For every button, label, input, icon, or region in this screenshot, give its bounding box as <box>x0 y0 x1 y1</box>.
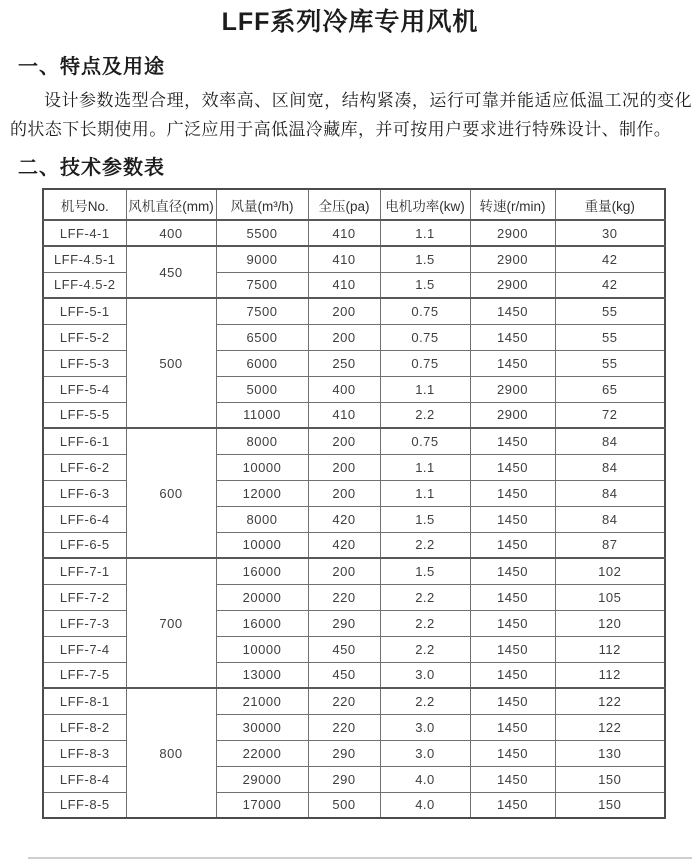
cell-speed: 1450 <box>470 766 555 792</box>
cell-airflow: 12000 <box>216 480 308 506</box>
cell-airflow: 8000 <box>216 506 308 532</box>
cell-model: LFF-8-2 <box>43 714 126 740</box>
cell-model: LFF-4-1 <box>43 220 126 246</box>
column-header-5: 转速(r/min) <box>470 189 555 220</box>
cell-weight: 55 <box>555 324 665 350</box>
cell-model: LFF-6-4 <box>43 506 126 532</box>
catalog-page <box>0 6 700 860</box>
cell-weight: 112 <box>555 636 665 662</box>
specs-table-header <box>43 189 665 220</box>
cell-model: LFF-5-4 <box>43 376 126 402</box>
cell-pressure: 400 <box>308 376 380 402</box>
cell-power: 0.75 <box>380 350 470 376</box>
cell-speed: 1450 <box>470 662 555 688</box>
specs-table <box>42 188 666 819</box>
cell-weight: 130 <box>555 740 665 766</box>
cell-pressure: 410 <box>308 272 380 298</box>
cell-weight: 84 <box>555 428 665 454</box>
cell-power: 2.2 <box>380 688 470 714</box>
cell-pressure: 200 <box>308 324 380 350</box>
cell-airflow: 8000 <box>216 428 308 454</box>
cell-power: 1.1 <box>380 480 470 506</box>
cell-power: 1.5 <box>380 246 470 272</box>
cell-airflow: 5000 <box>216 376 308 402</box>
cell-speed: 2900 <box>470 220 555 246</box>
cell-airflow: 10000 <box>216 636 308 662</box>
cell-airflow: 10000 <box>216 454 308 480</box>
cell-model: LFF-8-3 <box>43 740 126 766</box>
cell-pressure: 220 <box>308 714 380 740</box>
cell-model: LFF-7-3 <box>43 610 126 636</box>
cell-airflow: 30000 <box>216 714 308 740</box>
features-paragraph: 设计参数选型合理，效率高、区间宽，结构紧凑，运行可靠并能适应低温工况的变化的状态下长期使用。广泛应用于高低温冷藏库，并可按用户要求进行特殊设计、制作。 <box>10 91 692 139</box>
cell-weight: 122 <box>555 714 665 740</box>
cell-weight: 42 <box>555 246 665 272</box>
cell-weight: 30 <box>555 220 665 246</box>
column-header-0: 机号No. <box>43 189 126 220</box>
cell-weight: 65 <box>555 376 665 402</box>
cell-pressure: 200 <box>308 454 380 480</box>
cell-speed: 2900 <box>470 376 555 402</box>
cell-power: 1.5 <box>380 558 470 584</box>
cell-model: LFF-4.5-2 <box>43 272 126 298</box>
table-row <box>43 688 665 714</box>
cell-model: LFF-6-5 <box>43 532 126 558</box>
cell-airflow: 16000 <box>216 610 308 636</box>
cell-speed: 1450 <box>470 792 555 818</box>
cell-speed: 1450 <box>470 584 555 610</box>
cell-weight: 72 <box>555 402 665 428</box>
cell-pressure: 200 <box>308 428 380 454</box>
cell-model: LFF-5-2 <box>43 324 126 350</box>
cell-speed: 1450 <box>470 688 555 714</box>
cell-power: 0.75 <box>380 324 470 350</box>
table-row <box>43 246 665 272</box>
cell-power: 2.2 <box>380 532 470 558</box>
cell-power: 2.2 <box>380 610 470 636</box>
cell-diameter: 500 <box>126 298 216 428</box>
cell-power: 1.1 <box>380 220 470 246</box>
cell-power: 1.5 <box>380 272 470 298</box>
cell-pressure: 420 <box>308 532 380 558</box>
cell-pressure: 290 <box>308 610 380 636</box>
cell-speed: 1450 <box>470 610 555 636</box>
cell-pressure: 450 <box>308 636 380 662</box>
cell-pressure: 500 <box>308 792 380 818</box>
cell-airflow: 6500 <box>216 324 308 350</box>
cell-power: 3.0 <box>380 714 470 740</box>
cell-power: 4.0 <box>380 766 470 792</box>
cell-power: 1.1 <box>380 454 470 480</box>
cell-speed: 1450 <box>470 740 555 766</box>
cell-pressure: 200 <box>308 480 380 506</box>
cell-pressure: 420 <box>308 506 380 532</box>
cell-model: LFF-5-3 <box>43 350 126 376</box>
table-row <box>43 558 665 584</box>
table-row <box>43 298 665 324</box>
cell-model: LFF-6-3 <box>43 480 126 506</box>
cell-airflow: 6000 <box>216 350 308 376</box>
cell-weight: 120 <box>555 610 665 636</box>
cell-weight: 87 <box>555 532 665 558</box>
cell-speed: 1450 <box>470 714 555 740</box>
cell-speed: 1450 <box>470 298 555 324</box>
cell-model: LFF-7-1 <box>43 558 126 584</box>
cell-power: 1.1 <box>380 376 470 402</box>
cell-power: 0.75 <box>380 428 470 454</box>
cell-pressure: 290 <box>308 740 380 766</box>
cell-weight: 84 <box>555 454 665 480</box>
table-row <box>43 428 665 454</box>
cell-model: LFF-7-5 <box>43 662 126 688</box>
cell-airflow: 17000 <box>216 792 308 818</box>
cell-power: 3.0 <box>380 662 470 688</box>
cell-model: LFF-5-5 <box>43 402 126 428</box>
cell-diameter: 450 <box>126 246 216 298</box>
cell-weight: 55 <box>555 350 665 376</box>
cell-model: LFF-7-2 <box>43 584 126 610</box>
cell-weight: 42 <box>555 272 665 298</box>
cell-speed: 1450 <box>470 350 555 376</box>
cell-airflow: 9000 <box>216 246 308 272</box>
cell-weight: 55 <box>555 298 665 324</box>
cell-pressure: 200 <box>308 558 380 584</box>
cell-weight: 122 <box>555 688 665 714</box>
cell-weight: 84 <box>555 506 665 532</box>
cell-weight: 102 <box>555 558 665 584</box>
cell-model: LFF-4.5-1 <box>43 246 126 272</box>
cell-pressure: 450 <box>308 662 380 688</box>
column-header-2: 风量(m³/h) <box>216 189 308 220</box>
cell-diameter: 600 <box>126 428 216 558</box>
cell-model: LFF-7-4 <box>43 636 126 662</box>
cell-airflow: 16000 <box>216 558 308 584</box>
cell-power: 3.0 <box>380 740 470 766</box>
cell-diameter: 400 <box>126 220 216 246</box>
cell-model: LFF-6-1 <box>43 428 126 454</box>
cell-weight: 112 <box>555 662 665 688</box>
cell-weight: 150 <box>555 792 665 818</box>
cell-airflow: 21000 <box>216 688 308 714</box>
cell-model: LFF-6-2 <box>43 454 126 480</box>
cell-pressure: 290 <box>308 766 380 792</box>
cell-pressure: 410 <box>308 246 380 272</box>
cell-airflow: 5500 <box>216 220 308 246</box>
cell-airflow: 20000 <box>216 584 308 610</box>
page-title: LFF系列冷库专用风机 <box>221 8 479 36</box>
cell-power: 2.2 <box>380 584 470 610</box>
header-row <box>43 189 665 220</box>
cell-model: LFF-8-1 <box>43 688 126 714</box>
cell-diameter: 800 <box>126 688 216 818</box>
cell-pressure: 220 <box>308 688 380 714</box>
cell-pressure: 410 <box>308 220 380 246</box>
cell-pressure: 220 <box>308 584 380 610</box>
cell-model: LFF-8-5 <box>43 792 126 818</box>
cell-weight: 150 <box>555 766 665 792</box>
cell-airflow: 7500 <box>216 298 308 324</box>
cell-speed: 2900 <box>470 246 555 272</box>
cell-power: 1.5 <box>380 506 470 532</box>
column-header-3: 全压(pa) <box>308 189 380 220</box>
column-header-6: 重量(kg) <box>555 189 665 220</box>
cell-model: LFF-8-4 <box>43 766 126 792</box>
column-header-4: 电机功率(kw) <box>380 189 470 220</box>
cell-speed: 1450 <box>470 636 555 662</box>
cell-pressure: 410 <box>308 402 380 428</box>
cell-pressure: 200 <box>308 298 380 324</box>
cell-power: 0.75 <box>380 298 470 324</box>
cell-speed: 2900 <box>470 402 555 428</box>
cell-weight: 84 <box>555 480 665 506</box>
section-features-heading: 一、特点及用途 <box>18 56 165 78</box>
cell-weight: 105 <box>555 584 665 610</box>
column-header-1: 风机直径(mm) <box>126 189 216 220</box>
cell-airflow: 29000 <box>216 766 308 792</box>
cell-speed: 1450 <box>470 324 555 350</box>
cell-speed: 1450 <box>470 558 555 584</box>
cell-diameter: 700 <box>126 558 216 688</box>
cell-pressure: 250 <box>308 350 380 376</box>
cell-airflow: 13000 <box>216 662 308 688</box>
table-row <box>43 220 665 246</box>
cell-power: 4.0 <box>380 792 470 818</box>
scan-artifact-line <box>28 857 692 859</box>
cell-speed: 1450 <box>470 506 555 532</box>
cell-speed: 1450 <box>470 428 555 454</box>
cell-airflow: 22000 <box>216 740 308 766</box>
cell-speed: 1450 <box>470 454 555 480</box>
cell-airflow: 10000 <box>216 532 308 558</box>
cell-speed: 1450 <box>470 480 555 506</box>
cell-speed: 1450 <box>470 532 555 558</box>
cell-speed: 2900 <box>470 272 555 298</box>
cell-power: 2.2 <box>380 402 470 428</box>
section-specs-heading: 二、技术参数表 <box>18 157 165 179</box>
cell-airflow: 7500 <box>216 272 308 298</box>
cell-airflow: 11000 <box>216 402 308 428</box>
cell-model: LFF-5-1 <box>43 298 126 324</box>
cell-power: 2.2 <box>380 636 470 662</box>
